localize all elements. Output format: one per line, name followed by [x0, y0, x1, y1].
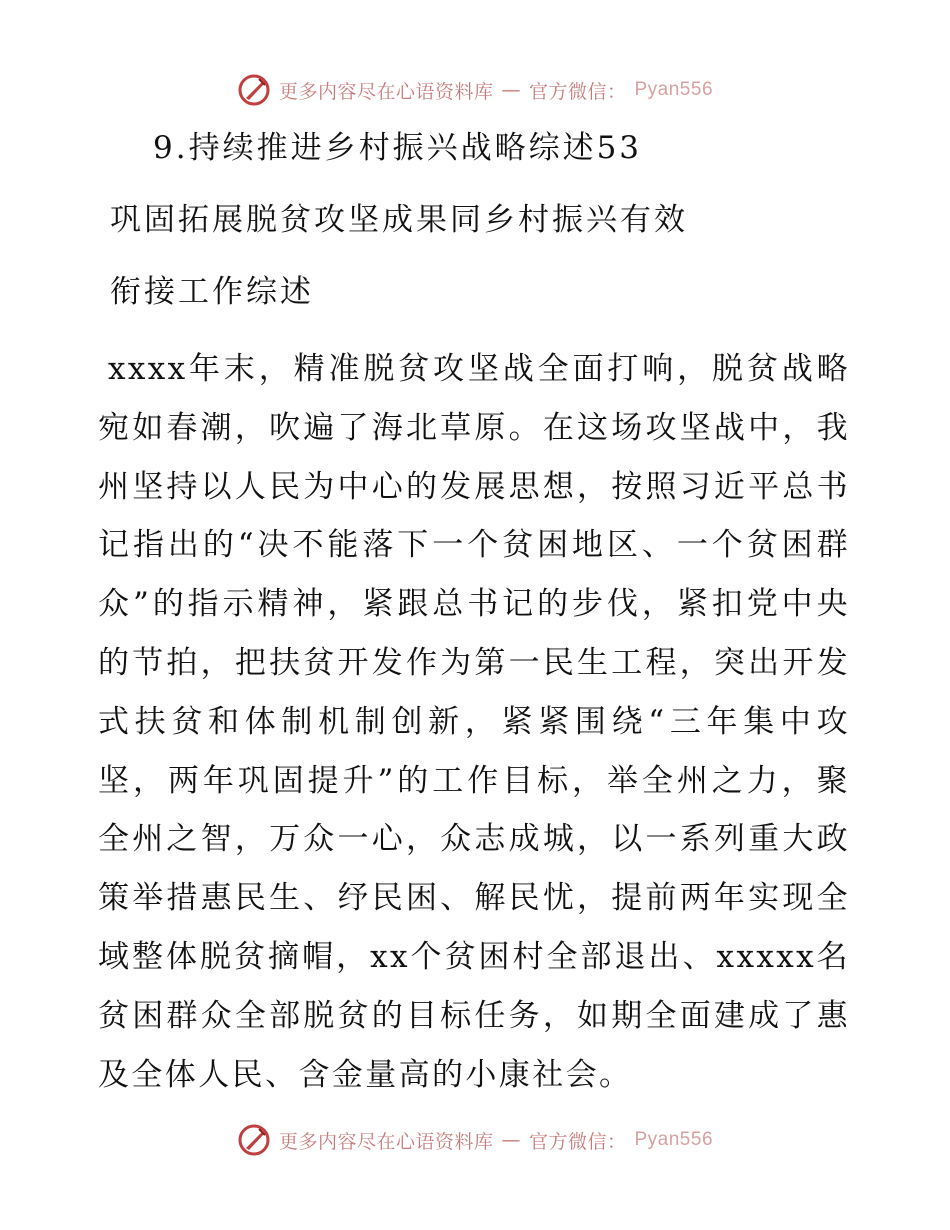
watermark-text: 更多内容尽在心语资料库	[278, 1130, 494, 1153]
body-paragraph: xxxx年末，精准脱贫攻坚战全面打响，脱贫战略宛如春潮，吹遍了海北草原。在这场攻坚战中，我州坚持以人民为中心的发展思想，按照习近平总书记指出的“决不能落下一个贫困地区、一个贫困群众”的指示精神，紧跟总书记的步伐，紧扣党中央的节拍，把扶贫开发作为第一民生工程，突出开发式扶贫和体制机制创新，紧紧围绕“三年集中攻坚，两年巩固提升”的工作目标，举全州之力，聚全州之智，万众一心，众志成城，以一系列重大政策举措惠民生、纾民困、解民忧，提前两年实现全域整体脱贫摘帽，xx个贫困村全部退出、xxxxx名贫困群众全部脱贫的目标任务，如期全面建成了惠及全体人民、含金量高的小康社会。	[98, 351, 850, 1093]
quill-pen-logo-icon	[237, 73, 271, 107]
watermark-official-label: 官方微信：	[528, 80, 627, 103]
watermark-wechat-id: Pyan556	[634, 1129, 714, 1150]
header-watermark	[0, 70, 950, 110]
watermark-dash: —	[501, 1129, 521, 1151]
watermark-wechat-id: Pyan556	[634, 79, 714, 100]
title-line-1: 巩固拓展脱贫攻坚成果同乡村振兴有效	[110, 202, 688, 238]
watermark-dash: —	[501, 79, 521, 101]
quill-pen-logo-icon	[237, 1123, 271, 1157]
footer-watermark	[0, 1120, 950, 1160]
title-line-2: 衔接工作综述	[110, 274, 314, 310]
watermark-official-label: 官方微信：	[528, 1130, 627, 1153]
item-heading: 9.持续推进乡村振兴战略综述53	[153, 130, 643, 166]
watermark-text: 更多内容尽在心语资料库	[278, 80, 494, 103]
